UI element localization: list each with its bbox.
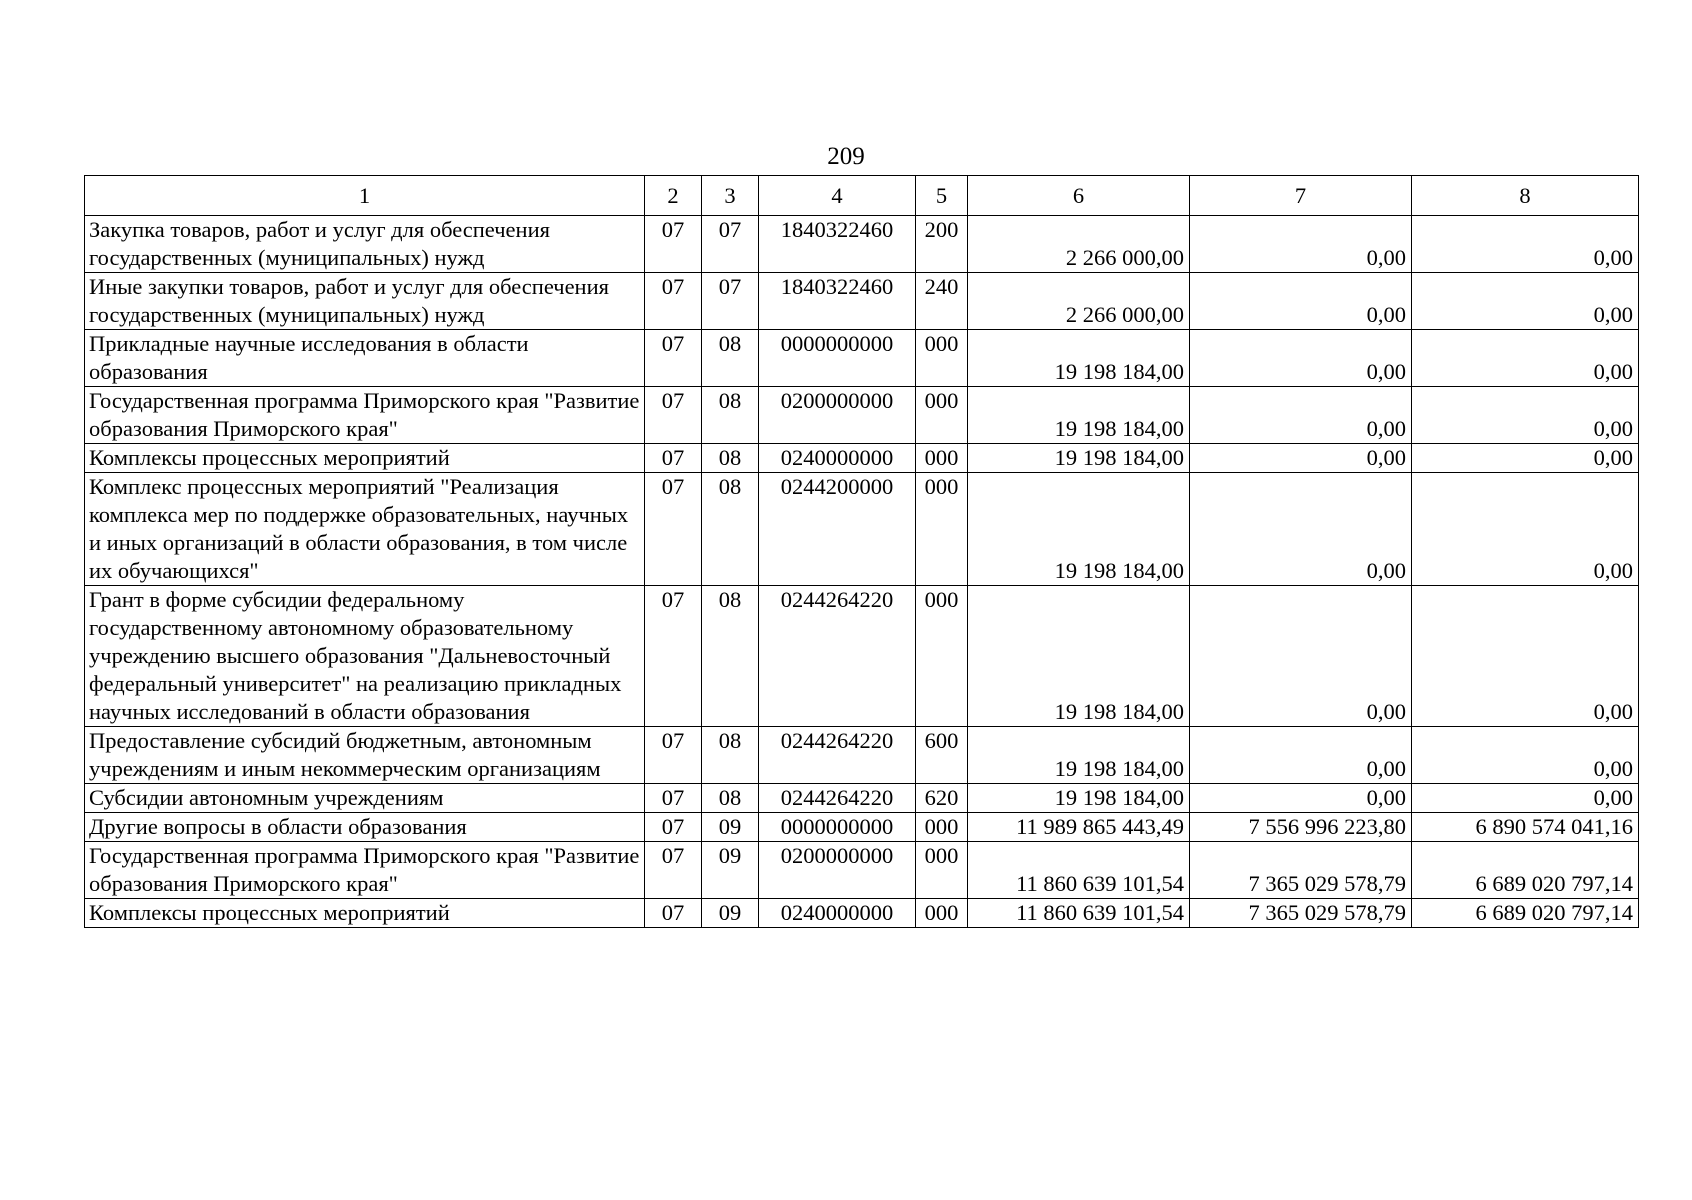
expense-type-cell: 240 — [916, 273, 968, 330]
amount-col7-cell: 7 365 029 578,79 — [1190, 899, 1412, 928]
amount-col6-cell: 2 266 000,00 — [968, 273, 1190, 330]
table-row — [85, 216, 1639, 273]
amount-col6-cell: 11 860 639 101,54 — [968, 842, 1190, 899]
section-code-cell: 07 — [645, 899, 702, 928]
subsection-code-cell: 09 — [702, 813, 759, 842]
header-cell-5: 5 — [916, 176, 968, 216]
expense-type-cell: 000 — [916, 899, 968, 928]
amount-col8-cell: 0,00 — [1412, 273, 1639, 330]
subsection-code-cell: 08 — [702, 444, 759, 473]
subsection-code-cell: 08 — [702, 586, 759, 727]
amount-col7-cell: 0,00 — [1190, 784, 1412, 813]
row-name-cell: Прикладные научные исследования в области образования — [85, 330, 645, 387]
expense-type-cell: 000 — [916, 387, 968, 444]
expense-type-cell: 600 — [916, 727, 968, 784]
row-name-cell: Иные закупки товаров, работ и услуг для обеспечения государственных (муниципальных) нужд — [85, 273, 645, 330]
amount-col7-cell: 0,00 — [1190, 387, 1412, 444]
amount-col8-cell: 6 689 020 797,14 — [1412, 899, 1639, 928]
target-article-cell: 0240000000 — [759, 899, 916, 928]
target-article-cell: 0240000000 — [759, 444, 916, 473]
row-name-cell: Предоставление субсидий бюджетным, автономным учреждениям и иным некоммерческим организациям — [85, 727, 645, 784]
section-code-cell: 07 — [645, 387, 702, 444]
subsection-code-cell: 07 — [702, 216, 759, 273]
section-code-cell: 07 — [645, 842, 702, 899]
table-row — [85, 727, 1639, 784]
header-cell-2: 2 — [645, 176, 702, 216]
section-code-cell: 07 — [645, 813, 702, 842]
amount-col7-cell: 7 365 029 578,79 — [1190, 842, 1412, 899]
target-article-cell: 0000000000 — [759, 813, 916, 842]
subsection-code-cell: 08 — [702, 387, 759, 444]
target-article-cell: 0200000000 — [759, 842, 916, 899]
amount-col7-cell: 0,00 — [1190, 273, 1412, 330]
amount-col7-cell: 0,00 — [1190, 216, 1412, 273]
amount-col7-cell: 0,00 — [1190, 330, 1412, 387]
amount-col8-cell: 0,00 — [1412, 387, 1639, 444]
header-cell-4: 4 — [759, 176, 916, 216]
section-code-cell: 07 — [645, 216, 702, 273]
amount-col7-cell: 0,00 — [1190, 444, 1412, 473]
amount-col8-cell: 0,00 — [1412, 784, 1639, 813]
subsection-code-cell: 08 — [702, 330, 759, 387]
section-code-cell: 07 — [645, 330, 702, 387]
amount-col6-cell: 19 198 184,00 — [968, 473, 1190, 586]
amount-col7-cell: 7 556 996 223,80 — [1190, 813, 1412, 842]
header-cell-8: 8 — [1412, 176, 1639, 216]
table-row — [85, 813, 1639, 842]
amount-col8-cell: 0,00 — [1412, 330, 1639, 387]
expense-type-cell: 000 — [916, 473, 968, 586]
amount-col8-cell: 0,00 — [1412, 473, 1639, 586]
amount-col6-cell: 2 266 000,00 — [968, 216, 1190, 273]
target-article-cell: 0244264220 — [759, 727, 916, 784]
amount-col6-cell: 19 198 184,00 — [968, 444, 1190, 473]
section-code-cell: 07 — [645, 784, 702, 813]
amount-col8-cell: 6 689 020 797,14 — [1412, 842, 1639, 899]
target-article-cell: 1840322460 — [759, 273, 916, 330]
row-name-cell: Государственная программа Приморского края "Развитие образования Приморского края" — [85, 842, 645, 899]
amount-col7-cell: 0,00 — [1190, 586, 1412, 727]
amount-col6-cell: 11 989 865 443,49 — [968, 813, 1190, 842]
header-cell-1: 1 — [85, 176, 645, 216]
expense-type-cell: 200 — [916, 216, 968, 273]
expense-type-cell: 000 — [916, 813, 968, 842]
header-cell-3: 3 — [702, 176, 759, 216]
table-row — [85, 784, 1639, 813]
amount-col8-cell: 0,00 — [1412, 586, 1639, 727]
subsection-code-cell: 09 — [702, 842, 759, 899]
amount-col8-cell: 6 890 574 041,16 — [1412, 813, 1639, 842]
section-code-cell: 07 — [645, 273, 702, 330]
row-name-cell: Комплекс процессных мероприятий "Реализация комплекса мер по поддержке образовательных, научных и иных организаций в области образования, в том числе их обучающихся" — [85, 473, 645, 586]
header-cell-7: 7 — [1190, 176, 1412, 216]
table-row — [85, 387, 1639, 444]
amount-col6-cell: 19 198 184,00 — [968, 727, 1190, 784]
header-cell-6: 6 — [968, 176, 1190, 216]
section-code-cell: 07 — [645, 444, 702, 473]
row-name-cell: Государственная программа Приморского края "Развитие образования Приморского края" — [85, 387, 645, 444]
subsection-code-cell: 09 — [702, 899, 759, 928]
amount-col7-cell: 0,00 — [1190, 473, 1412, 586]
subsection-code-cell: 08 — [702, 473, 759, 586]
amount-col6-cell: 19 198 184,00 — [968, 784, 1190, 813]
budget-table — [84, 175, 1639, 928]
subsection-code-cell: 08 — [702, 727, 759, 784]
header-row — [85, 176, 1639, 216]
expense-type-cell: 620 — [916, 784, 968, 813]
row-name-cell: Грант в форме субсидии федеральному государственному автономному образовательному учреждению высшего образования "Дальневосточный федеральный университет" на реализацию прикладных научных исследований в области образования — [85, 586, 645, 727]
section-code-cell: 07 — [645, 473, 702, 586]
expense-type-cell: 000 — [916, 842, 968, 899]
section-code-cell: 07 — [645, 586, 702, 727]
expense-type-cell: 000 — [916, 444, 968, 473]
table-row — [85, 473, 1639, 586]
table-row — [85, 444, 1639, 473]
target-article-cell: 0244264220 — [759, 586, 916, 727]
row-name-cell: Другие вопросы в области образования — [85, 813, 645, 842]
row-name-cell: Закупка товаров, работ и услуг для обеспечения государственных (муниципальных) нужд — [85, 216, 645, 273]
table-row — [85, 586, 1639, 727]
target-article-cell: 0200000000 — [759, 387, 916, 444]
amount-col7-cell: 0,00 — [1190, 727, 1412, 784]
amount-col6-cell: 19 198 184,00 — [968, 330, 1190, 387]
amount-col6-cell: 11 860 639 101,54 — [968, 899, 1190, 928]
target-article-cell: 1840322460 — [759, 216, 916, 273]
amount-col6-cell: 19 198 184,00 — [968, 387, 1190, 444]
subsection-code-cell: 08 — [702, 784, 759, 813]
expense-type-cell: 000 — [916, 586, 968, 727]
table-row — [85, 899, 1639, 928]
section-code-cell: 07 — [645, 727, 702, 784]
row-name-cell: Комплексы процессных мероприятий — [85, 899, 645, 928]
table-row — [85, 330, 1639, 387]
target-article-cell: 0244200000 — [759, 473, 916, 586]
table-row — [85, 842, 1639, 899]
expense-type-cell: 000 — [916, 330, 968, 387]
amount-col8-cell: 0,00 — [1412, 727, 1639, 784]
amount-col8-cell: 0,00 — [1412, 216, 1639, 273]
target-article-cell: 0244264220 — [759, 784, 916, 813]
table-row — [85, 273, 1639, 330]
amount-col6-cell: 19 198 184,00 — [968, 586, 1190, 727]
subsection-code-cell: 07 — [702, 273, 759, 330]
page-number: 209 — [827, 143, 865, 170]
amount-col8-cell: 0,00 — [1412, 444, 1639, 473]
row-name-cell: Комплексы процессных мероприятий — [85, 444, 645, 473]
row-name-cell: Субсидии автономным учреждениям — [85, 784, 645, 813]
target-article-cell: 0000000000 — [759, 330, 916, 387]
